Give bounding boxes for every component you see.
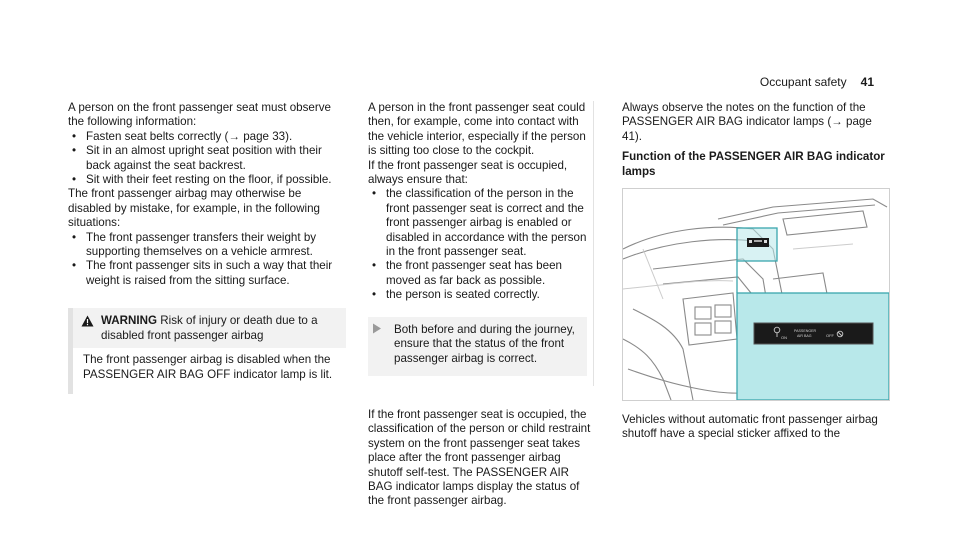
list-item: • Sit with their feet resting on the floor, if possible. xyxy=(68,173,346,187)
lamp-off-text: OFF xyxy=(826,333,834,339)
list-item: • the classification of the person in the front passenger seat is correct and the front passenger airbag is enabled or disabled in accordance with the person in the front passenger seat. xyxy=(368,187,587,259)
observe-notes-text: Always observe the notes on the function of the PASSENGER AIR BAG indicator lamps (→ page 41). xyxy=(622,101,872,143)
section-title: Occupant safety xyxy=(759,75,847,89)
section-heading: Function of the PASSENGER AIR BAG indicator lamps xyxy=(622,150,885,178)
arrow-right-icon xyxy=(372,323,394,366)
warning-triangle-icon xyxy=(81,315,101,343)
list-item: • Fasten seat belts correctly (→ page 33). xyxy=(68,130,346,144)
note-text: Both before and during the journey, ensure that the status of the front passenger airbag is correct. xyxy=(394,322,575,365)
classification-text: If the front passenger seat is occupied, the classification of the person or child restraint system on the front passenger seat takes place after the front passenger airbag shutoff self-test. The PASSENGER AIR BAG indicator lamps display the status of the front passenger airbag. xyxy=(368,407,591,508)
column-3 xyxy=(622,101,890,442)
page-header xyxy=(760,75,874,89)
situations-list xyxy=(68,231,346,289)
warning-title: Risk of injury or death due to a disabled front passenger airbag xyxy=(101,314,318,342)
warning-header xyxy=(73,308,346,348)
list-item: • The front passenger transfers their weight by supporting themselves on a vehicle armrest. xyxy=(68,231,346,260)
column-2 xyxy=(368,101,594,509)
column-1 xyxy=(68,101,346,394)
contact-text: A person in the front passenger seat could then, for example, come into contact with the vehicle interior, especially if the person is sitting too close to the cockpit. xyxy=(368,101,586,158)
interior-illustration xyxy=(623,189,889,400)
warning-body: The front passenger airbag is disabled when the PASSENGER AIR BAG OFF indicator lamp is lit. xyxy=(73,348,346,394)
list-item: • the person is seated correctly. xyxy=(368,288,587,302)
sticker-text: Vehicles without automatic front passenger airbag shutoff have a special sticker affixed to the xyxy=(622,413,878,441)
lamp-on-text: ON xyxy=(781,335,787,341)
list-item: • The front passenger sits in such a way that their weight is raised from the sitting surface. xyxy=(68,259,346,288)
list-item: • Sit in an almost upright seat position with their back against the seat backrest. xyxy=(68,144,346,173)
lamp-label-2: AIR BAG xyxy=(797,334,812,339)
disable-situations-text: The front passenger airbag may otherwise be disabled by mistake, for example, in the following situations: xyxy=(68,187,320,230)
list-item: • the front passenger seat has been moved as far back as possible. xyxy=(368,259,587,288)
continued-warning xyxy=(368,101,594,386)
intro-text: A person on the front passenger seat must observe the following information: xyxy=(68,101,331,129)
indicator-lamps-figure xyxy=(622,188,890,401)
warning-label: WARNING xyxy=(101,314,158,328)
warning-box xyxy=(68,308,346,394)
instruction-note xyxy=(368,317,587,376)
occupied-checklist xyxy=(368,187,587,302)
occupied-text: If the front passenger seat is occupied, always ensure that: xyxy=(368,158,568,187)
seat-rules-list xyxy=(68,130,346,188)
page-number: 41 xyxy=(860,75,874,89)
lamp-label-1: PASSENGER xyxy=(794,329,817,334)
